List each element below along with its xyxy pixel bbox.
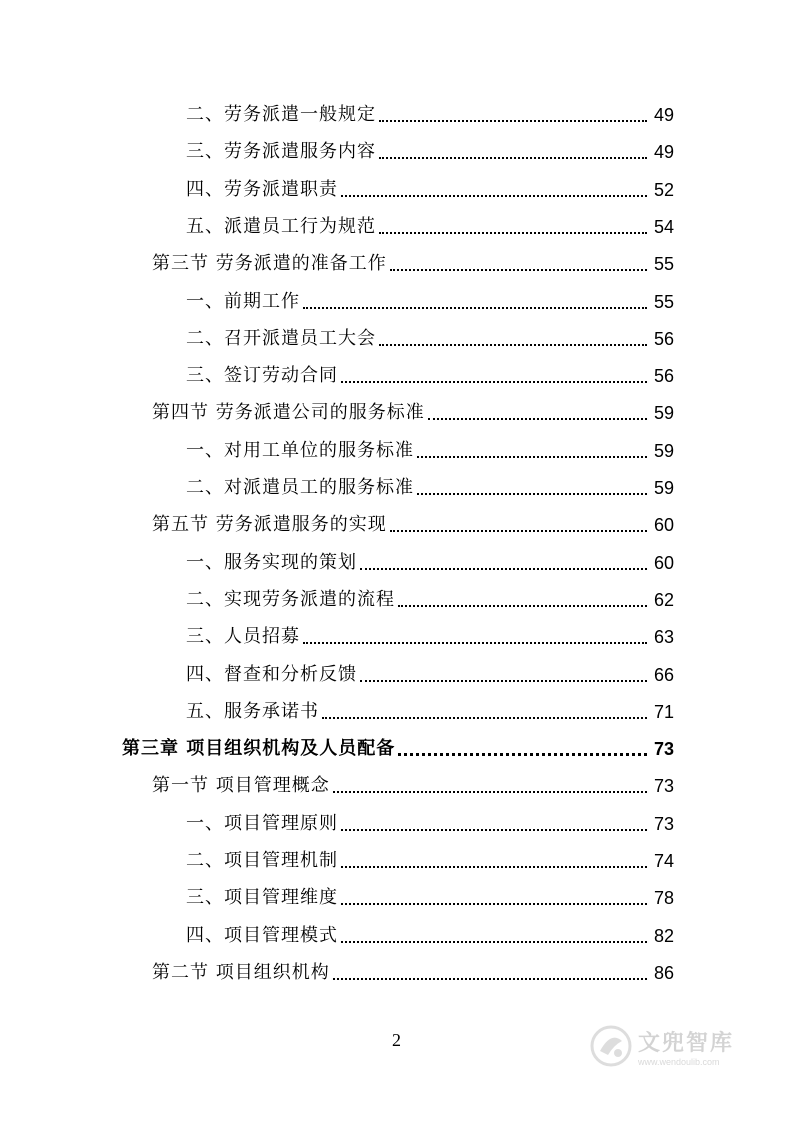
toc-entry-page: 66 xyxy=(653,664,674,685)
toc-dot-leader xyxy=(398,753,647,756)
toc-entry-label: 五、服务承诺书 xyxy=(186,700,319,722)
toc-dot-leader xyxy=(322,717,647,719)
toc-entry-label: 一、前期工作 xyxy=(186,290,300,312)
toc-dot-leader xyxy=(417,456,647,458)
watermark-url: www.wendoulib.com xyxy=(638,1056,720,1067)
toc-dot-leader xyxy=(341,195,647,197)
toc-entry-page: 59 xyxy=(653,440,674,461)
toc-entry-label: 三、人员招募 xyxy=(186,626,300,648)
toc-dot-leader xyxy=(341,866,647,868)
toc-dot-leader xyxy=(379,344,647,346)
toc-item-row[interactable] xyxy=(186,846,674,876)
toc-entry-label: 一、项目管理原则 xyxy=(186,812,338,834)
watermark-logo-icon xyxy=(590,1025,632,1067)
toc-section-row[interactable] xyxy=(152,771,674,801)
toc-entry-page: 86 xyxy=(653,962,674,983)
toc-entry-label: 三、项目管理维度 xyxy=(186,887,338,909)
toc-item-row[interactable] xyxy=(186,697,674,727)
toc-entry-label: 第三章 项目组织机构及人员配备 xyxy=(122,738,396,760)
toc-section-row[interactable] xyxy=(152,398,674,428)
toc-entry-page: 82 xyxy=(653,925,674,946)
toc-section-row[interactable] xyxy=(152,249,674,279)
toc-item-row[interactable] xyxy=(186,436,674,466)
toc-entry-label: 四、督查和分析反馈 xyxy=(186,663,357,685)
toc-entry-page: 74 xyxy=(653,851,674,871)
toc-entry-label: 二、劳务派遣一般规定 xyxy=(186,104,376,125)
toc-dot-leader xyxy=(360,680,647,682)
toc-dot-leader xyxy=(333,978,647,980)
toc-dot-leader xyxy=(341,829,647,831)
toc-entry-page: 59 xyxy=(653,403,674,424)
toc-entry-page: 60 xyxy=(653,552,674,573)
toc-entry-label: 二、对派遣员工的服务标准 xyxy=(186,477,414,498)
toc-item-row[interactable] xyxy=(186,137,674,167)
toc-entry-label: 第二节 项目组织机构 xyxy=(152,961,330,983)
toc-entry-page: 59 xyxy=(653,478,674,498)
toc-entry-page: 62 xyxy=(653,589,674,610)
toc-dot-leader xyxy=(360,568,647,570)
toc-section-row[interactable] xyxy=(152,958,674,988)
toc-dot-leader xyxy=(398,605,647,607)
toc-entry-label: 二、召开派遣员工大会 xyxy=(186,327,376,349)
toc-entry-page: 60 xyxy=(653,515,674,536)
toc-entry-label: 二、项目管理机制 xyxy=(186,850,338,871)
toc-item-row[interactable] xyxy=(186,921,674,951)
toc-entry-page: 49 xyxy=(653,105,674,125)
toc-dot-leader xyxy=(428,418,647,420)
toc-entry-label: 第三节 劳务派遣的准备工作 xyxy=(152,253,387,275)
toc-chapter-row[interactable] xyxy=(122,734,674,764)
toc-entry-label: 三、签订劳动合同 xyxy=(186,365,338,387)
page-number: 2 xyxy=(392,1030,401,1050)
toc-item-row[interactable] xyxy=(186,883,674,913)
toc-item-row[interactable] xyxy=(186,100,674,130)
toc-dot-leader xyxy=(390,530,647,532)
toc-entry-page: 56 xyxy=(653,328,674,349)
toc-entry-page: 71 xyxy=(653,701,674,722)
toc-section-row[interactable] xyxy=(152,510,674,540)
toc-entry-page: 52 xyxy=(653,179,674,200)
toc-dot-leader xyxy=(303,642,647,644)
toc-entry-page: 49 xyxy=(653,142,674,163)
toc-entry-page: 56 xyxy=(653,366,674,387)
toc-entry-label: 五、派遣员工行为规范 xyxy=(186,215,376,237)
toc-entry-page: 73 xyxy=(653,776,674,797)
toc-item-row[interactable] xyxy=(186,585,674,615)
toc-entry-label: 第五节 劳务派遣服务的实现 xyxy=(152,514,387,536)
toc-dot-leader xyxy=(379,232,647,234)
toc-item-row[interactable] xyxy=(186,473,674,503)
toc-entry-label: 一、服务实现的策划 xyxy=(186,551,357,573)
watermark xyxy=(590,1020,760,1072)
toc-entry-page: 63 xyxy=(653,627,674,648)
toc-item-row[interactable] xyxy=(186,212,674,242)
toc-item-row[interactable] xyxy=(186,809,674,839)
watermark-text xyxy=(638,1026,734,1067)
toc-dot-leader xyxy=(333,791,647,793)
toc-entry-label: 第一节 项目管理概念 xyxy=(152,775,330,797)
toc-dot-leader xyxy=(341,903,647,905)
toc-entry-page: 54 xyxy=(653,216,674,237)
toc-item-row[interactable] xyxy=(186,548,674,578)
toc-dot-leader xyxy=(341,941,647,943)
toc-dot-leader xyxy=(379,157,647,159)
toc-entry-label: 四、劳务派遣职责 xyxy=(186,178,338,200)
watermark-title: 文兜智库 xyxy=(638,1030,735,1056)
toc-dot-leader xyxy=(379,120,647,122)
toc-dot-leader xyxy=(303,307,647,309)
toc-entry-label: 四、项目管理模式 xyxy=(186,924,338,946)
toc-entry-label: 三、劳务派遣服务内容 xyxy=(186,141,376,163)
toc-dot-leader xyxy=(341,381,647,383)
toc-item-row[interactable] xyxy=(186,361,674,391)
toc-entry-page: 78 xyxy=(653,888,674,909)
toc-entry-page: 73 xyxy=(653,739,674,760)
toc-entry-label: 二、实现劳务派遣的流程 xyxy=(186,588,395,610)
toc-entry-page: 55 xyxy=(653,254,674,275)
toc-entry-page: 73 xyxy=(653,813,674,834)
toc-item-row[interactable] xyxy=(186,622,674,652)
toc-entry-page: 55 xyxy=(653,291,674,312)
toc-item-row[interactable] xyxy=(186,287,674,317)
toc-item-row[interactable] xyxy=(186,324,674,354)
toc-item-row[interactable] xyxy=(186,175,674,205)
toc-entry-label: 一、对用工单位的服务标准 xyxy=(186,439,414,461)
toc-dot-leader xyxy=(417,493,647,495)
toc-item-row[interactable] xyxy=(186,660,674,690)
toc-dot-leader xyxy=(390,269,647,271)
toc-entry-label: 第四节 劳务派遣公司的服务标准 xyxy=(152,402,425,424)
